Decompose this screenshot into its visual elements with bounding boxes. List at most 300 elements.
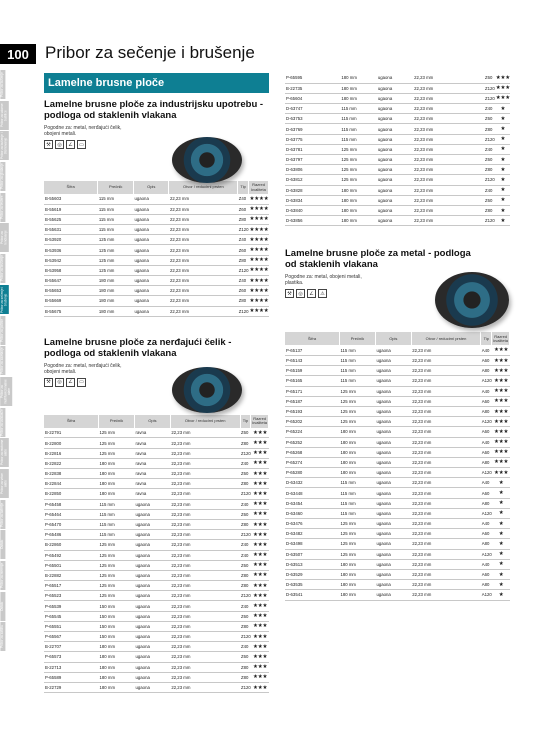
table-cell: Z40 xyxy=(240,642,251,652)
table-cell: 22,23 mm xyxy=(170,519,240,529)
table-row xyxy=(44,672,269,682)
table-cell: ugaona xyxy=(377,114,413,124)
quality-rating: ★★★★ xyxy=(249,265,269,275)
table-row xyxy=(44,632,269,642)
table-cell: ugaona xyxy=(375,580,411,590)
table-cell: B-53958 xyxy=(44,265,98,275)
table-cell: 22,23 mm xyxy=(170,438,240,448)
quality-rating: ★★★ xyxy=(251,509,269,519)
table-cell: 22,23 mm xyxy=(169,245,238,255)
table-cell: ugaona xyxy=(134,265,169,275)
table-cell: D-63812 xyxy=(285,175,340,185)
quality-rating: ★★★ xyxy=(251,682,269,692)
table-cell: 115 mm xyxy=(339,366,375,376)
sidebar-tab[interactable]: Pribor za usisivače xyxy=(0,408,4,436)
table-cell: 22,23 mm xyxy=(411,366,481,376)
quality-rating: ★★★ xyxy=(492,396,510,406)
table-row xyxy=(44,509,269,519)
table-cell: D-63448 xyxy=(285,488,339,498)
quality-rating: ★★★ xyxy=(492,366,510,376)
table-cell: D-63828 xyxy=(285,185,340,195)
table-cell: 125 mm xyxy=(98,255,134,265)
table-cell: 125 mm xyxy=(99,448,135,458)
table-cell: D-63529 xyxy=(285,569,339,579)
disc-icon: ◎ xyxy=(55,378,64,387)
table-cell: 22,23 mm xyxy=(170,611,240,621)
table-cell: ravna xyxy=(135,469,171,479)
column-header: Opis xyxy=(375,332,411,345)
table-cell: ugaona xyxy=(375,447,411,457)
table-cell: 22,23 mm xyxy=(169,265,238,275)
table-cell: 22,23 mm xyxy=(170,652,240,662)
table-cell: 22,23 mm xyxy=(169,276,238,286)
table-cell: 180 mm xyxy=(99,682,135,692)
table-cell: Z40 xyxy=(240,458,251,468)
table-cell: Z80 xyxy=(240,621,251,631)
table-cell: ugaona xyxy=(375,468,411,478)
table-row xyxy=(44,499,269,509)
table-cell: 22,23 mm xyxy=(411,569,481,579)
table-cell: ugaona xyxy=(135,519,171,529)
table-cell: Z80 xyxy=(238,214,249,224)
table-cell: A60 xyxy=(481,529,492,539)
table-row xyxy=(285,216,510,226)
table-row xyxy=(44,286,269,296)
sidebar-tab[interactable]: Pribor za zavrtanje xyxy=(0,347,4,374)
table-cell: ugaona xyxy=(134,214,169,224)
table-cell: Z120 xyxy=(484,216,495,226)
table-cell: 180 mm xyxy=(340,205,376,215)
table-cell: ugaona xyxy=(135,611,171,621)
table-cell: 22,23 mm xyxy=(413,124,484,134)
section1-subtext: Pogodne za: metal, nerđajući čelik, obojeni metali. xyxy=(44,125,122,137)
table-cell: ugaona xyxy=(375,559,411,569)
table-cell: B-22860 xyxy=(44,540,99,550)
table-cell: 180 mm xyxy=(98,296,134,306)
table-cell: A80 xyxy=(481,366,492,376)
table-cell: 125 mm xyxy=(99,570,135,580)
table-cell: P-65470 xyxy=(44,519,99,529)
table-cell: Z80 xyxy=(238,255,249,265)
quality-rating: ★★★ xyxy=(251,581,269,591)
table-cell: A120 xyxy=(481,508,492,518)
table-row xyxy=(285,569,510,579)
table-row xyxy=(285,155,510,165)
table-cell: D-63507 xyxy=(285,549,339,559)
quality-rating: ★ xyxy=(495,195,510,205)
table-cell: 180 mm xyxy=(98,306,134,316)
table-row xyxy=(285,468,510,478)
table-cell: P-65252 xyxy=(285,437,339,447)
table-row xyxy=(44,581,269,591)
table-cell: 125 mm xyxy=(99,438,135,448)
quality-rating: ★★★ xyxy=(492,437,510,447)
table-cell: 22,23 mm xyxy=(411,508,481,518)
table-cell: 115 mm xyxy=(99,530,135,540)
column-header: Razred kvaliteta xyxy=(249,181,269,194)
table-cell: P-65523 xyxy=(44,591,99,601)
table-cell: 125 mm xyxy=(340,155,376,165)
table-cell: 22,23 mm xyxy=(169,225,238,235)
table-cell: 22,23 mm xyxy=(413,144,484,154)
table-cell: B-53920 xyxy=(44,235,98,245)
sidebar-tab[interactable]: Ostalo xyxy=(0,592,5,621)
table-cell: Z120 xyxy=(238,265,249,275)
table-cell: D-63806 xyxy=(285,165,340,175)
table-row xyxy=(285,519,510,529)
table-row xyxy=(44,540,269,550)
table-cell: Z120 xyxy=(484,93,495,103)
table-cell: 115 mm xyxy=(339,376,375,386)
table-cell: 150 mm xyxy=(99,601,135,611)
table-cell: 125 mm xyxy=(339,396,375,406)
table-row xyxy=(285,134,510,144)
sidebar-tab[interactable]: Pribor za bušenje xyxy=(0,70,5,99)
table-cell: 125 mm xyxy=(99,550,135,560)
table-cell: 150 mm xyxy=(99,611,135,621)
table-cell: Z60 xyxy=(240,428,251,438)
table-cell: ugaona xyxy=(375,427,411,437)
table-row xyxy=(44,255,269,265)
table-cell: 22,23 mm xyxy=(411,406,481,416)
table-cell: P-65464 xyxy=(44,509,99,519)
table-cell: A120 xyxy=(481,417,492,427)
sidebar-tab[interactable]: Pribor za rendisanje xyxy=(0,223,9,252)
table-cell: P-65268 xyxy=(285,447,339,457)
table-cell: B-22800 xyxy=(44,438,99,448)
table-cell: 125 mm xyxy=(98,265,134,275)
table-cell: 115 mm xyxy=(339,498,375,508)
table-cell: B-22822 xyxy=(44,458,99,468)
table-row xyxy=(44,489,269,499)
table-cell: ugaona xyxy=(135,509,171,519)
table-cell: Z80 xyxy=(240,570,251,580)
table-cell: P-65517 xyxy=(44,581,99,591)
table-cell: 180 mm xyxy=(340,216,376,226)
table-cell: ugaona xyxy=(135,642,171,652)
table-cell: P-65595 xyxy=(285,73,340,83)
table-cell: 125 mm xyxy=(99,581,135,591)
table-cell: ugaona xyxy=(135,560,171,570)
table-cell: 22,23 mm xyxy=(411,549,481,559)
table-cell: D-63476 xyxy=(285,519,339,529)
table-cell: Z40 xyxy=(238,235,249,245)
column-header: Razred kvaliteta xyxy=(492,332,510,345)
table-cell: Z120 xyxy=(240,489,251,499)
table-cell: P-65187 xyxy=(285,396,339,406)
table-cell: Z40 xyxy=(240,499,251,509)
quality-rating: ★★★ xyxy=(251,428,269,438)
sidebar-tab[interactable]: Pribor za polirke xyxy=(0,316,5,345)
sidebar-tab[interactable]: Pribor za testere xyxy=(0,193,5,222)
quality-rating: ★★★ xyxy=(251,499,269,509)
table-cell: P-65143 xyxy=(285,356,339,366)
table-cell: Z80 xyxy=(240,581,251,591)
table-cell: ugaona xyxy=(375,406,411,416)
table-row xyxy=(44,611,269,621)
column-header: Prečnik xyxy=(99,415,135,428)
table-cell: Z40 xyxy=(240,601,251,611)
quality-rating: ★★★ xyxy=(492,345,510,355)
table-cell: P-65589 xyxy=(44,672,99,682)
table-cell: ugaona xyxy=(135,570,171,580)
table-cell: ugaona xyxy=(134,306,169,316)
quality-rating: ★★★ xyxy=(492,447,510,457)
table-cell: 180 mm xyxy=(98,286,134,296)
table-cell: 180 mm xyxy=(99,672,135,682)
table-cell: D-63454 xyxy=(285,498,339,508)
table-row xyxy=(285,529,510,539)
table-cell: ugaona xyxy=(377,93,413,103)
table-cell: ugaona xyxy=(375,488,411,498)
table-row xyxy=(285,590,510,600)
table-cell: B-55647 xyxy=(44,276,98,286)
table-row xyxy=(44,621,269,631)
table-cell: 125 mm xyxy=(98,235,134,245)
table-cell: B-55675 xyxy=(44,306,98,316)
table-cell: 115 mm xyxy=(99,499,135,509)
sidebar-tab[interactable]: Pribor za motorne alate xyxy=(0,440,8,466)
quality-rating: ★ xyxy=(492,580,510,590)
table-cell: P-65458 xyxy=(44,499,99,509)
flat-icon: ▭ xyxy=(77,140,86,149)
table-row xyxy=(44,469,269,479)
table-cell: Z120 xyxy=(240,632,251,642)
table-cell: 22,23 mm xyxy=(170,448,240,458)
quality-rating: ★★★ xyxy=(251,601,269,611)
sidebar-tab[interactable]: Pribor za vrtne alate xyxy=(0,469,9,498)
table-cell: B-53942 xyxy=(44,255,98,265)
column-header: Otvor / reducirni prsten xyxy=(169,181,238,194)
table-cell: P-65202 xyxy=(285,417,339,427)
table-cell: 180 mm xyxy=(340,93,376,103)
table-cell: 22,23 mm xyxy=(411,478,481,488)
quality-rating: ★★★ xyxy=(251,632,269,642)
sidebar-tab[interactable]: Pribor za merenje xyxy=(0,562,4,589)
table-cell: 22,23 mm xyxy=(170,469,240,479)
sidebar-tab[interactable]: Pribor za glodanje xyxy=(0,163,4,190)
table-cell: Z80 xyxy=(240,519,251,529)
angle-icon: ∠ xyxy=(66,140,75,149)
sidebar-tab[interactable]: Pribor za brušenje xyxy=(0,255,4,282)
table-cell: Z120 xyxy=(484,83,495,93)
table-cell: 150 mm xyxy=(99,621,135,631)
sidebar-tab[interactable]: Pribor za zaštitu xyxy=(0,622,5,651)
table-row xyxy=(44,560,269,570)
table-cell: ugaona xyxy=(375,590,411,600)
table-cell: ravna xyxy=(135,479,171,489)
right-column xyxy=(285,73,510,601)
quality-rating: ★★★ xyxy=(251,448,269,458)
table-row xyxy=(285,417,510,427)
table-cell: P-65573 xyxy=(44,652,99,662)
quality-rating: ★★★ xyxy=(492,386,510,396)
table-cell: 22,23 mm xyxy=(413,185,484,195)
table-cell: 115 mm xyxy=(339,345,375,355)
table-cell: B-22735 xyxy=(285,83,340,93)
table-cell: ugaona xyxy=(375,457,411,467)
table-cell: 180 mm xyxy=(339,590,375,600)
column-header: Prečnik xyxy=(339,332,375,345)
quality-rating: ★★★ xyxy=(251,662,269,672)
table-row xyxy=(44,642,269,652)
table-cell: 22,23 mm xyxy=(411,559,481,569)
table-row xyxy=(285,580,510,590)
tool-icon: ⚒ xyxy=(285,289,294,298)
table-cell: ravna xyxy=(135,489,171,499)
sidebar-tab[interactable]: Pribor za multifunkcionalne alate xyxy=(0,377,12,406)
table-cell: B-55653 xyxy=(44,286,98,296)
quality-rating: ★★★ xyxy=(251,550,269,560)
table-cell: 115 mm xyxy=(340,114,376,124)
table-cell: 22,23 mm xyxy=(411,498,481,508)
table-cell: P-65545 xyxy=(44,611,99,621)
table-cell: 22,23 mm xyxy=(170,662,240,672)
table-cell: A120 xyxy=(481,590,492,600)
table-cell: 22,23 mm xyxy=(411,488,481,498)
column-header: Šifra xyxy=(44,415,99,428)
table-row xyxy=(285,447,510,457)
tool-icon: ⚒ xyxy=(44,378,53,387)
sidebar-tab[interactable]: Pribor za baterije xyxy=(0,500,5,529)
table-cell: 22,23 mm xyxy=(169,286,238,296)
table-cell: A120 xyxy=(481,549,492,559)
table-cell: Z60 xyxy=(240,509,251,519)
table-cell: 22,23 mm xyxy=(170,560,240,570)
table-row xyxy=(285,114,510,124)
table-cell: ugaona xyxy=(134,225,169,235)
sidebar-tab[interactable]: Pribor za bušenje i štemovanje xyxy=(0,132,8,160)
table-cell: 22,23 mm xyxy=(411,580,481,590)
table-cell: D-63781 xyxy=(285,144,340,154)
table-cell: 22,23 mm xyxy=(411,427,481,437)
quality-rating: ★★★★ xyxy=(249,245,269,255)
table-cell: ugaona xyxy=(377,195,413,205)
quality-rating: ★ xyxy=(492,508,510,518)
table-cell: ugaona xyxy=(375,345,411,355)
table-cell: 22,23 mm xyxy=(170,672,240,682)
table-cell: 22,23 mm xyxy=(170,570,240,580)
quality-rating: ★★★ xyxy=(251,438,269,448)
table-cell: ugaona xyxy=(375,498,411,508)
table-cell: 22,23 mm xyxy=(170,550,240,560)
table-cell: D-63797 xyxy=(285,155,340,165)
table-cell: ugaona xyxy=(135,591,171,601)
column-header: Opis xyxy=(135,415,171,428)
section3-subtext: Pogodne za: metal, obojeni metali, plastika. xyxy=(285,274,362,287)
table-cell: P-65604 xyxy=(285,93,340,103)
table-cell: 115 mm xyxy=(98,204,134,214)
table-cell: P-65171 xyxy=(285,386,339,396)
table-cell: D-63834 xyxy=(285,195,340,205)
table-row xyxy=(285,205,510,215)
quality-rating: ★★★ xyxy=(492,406,510,416)
table-cell: 115 mm xyxy=(339,478,375,488)
table-cell: Z40 xyxy=(238,194,249,204)
table-cell: 22,23 mm xyxy=(411,519,481,529)
table-cell: 22,23 mm xyxy=(170,601,240,611)
table-row xyxy=(285,185,510,195)
table-cell: 125 mm xyxy=(340,144,376,154)
table-row xyxy=(285,165,510,175)
table-cell: Z60 xyxy=(238,204,249,214)
quality-rating: ★ xyxy=(495,165,510,175)
quality-rating: ★ xyxy=(492,478,510,488)
quality-rating: ★ xyxy=(495,144,510,154)
table-cell: ugaona xyxy=(375,508,411,518)
table-cell: ugaona xyxy=(375,519,411,529)
table-row xyxy=(285,366,510,376)
table-cell: D-63541 xyxy=(285,590,339,600)
table-cell: D-63753 xyxy=(285,114,340,124)
sidebar-tab[interactable]: Pribor za sečenje i brušenje xyxy=(0,286,8,313)
quality-rating: ★★★ xyxy=(492,376,510,386)
table-cell: ugaona xyxy=(134,245,169,255)
table-cell: ugaona xyxy=(134,194,169,204)
sidebar-tab[interactable]: Ostalo xyxy=(0,530,5,559)
table-cell: 125 mm xyxy=(339,519,375,529)
table-cell: D-63775 xyxy=(285,134,340,144)
table-cell: 115 mm xyxy=(340,124,376,134)
quality-rating: ★ xyxy=(492,519,510,529)
table-cell: ugaona xyxy=(134,296,169,306)
table-cell: ugaona xyxy=(135,499,171,509)
table-cell: ugaona xyxy=(377,144,413,154)
column-header: Otvor / reducirni prsten xyxy=(411,332,481,345)
quality-rating: ★★★ xyxy=(251,611,269,621)
table-cell: B-22882 xyxy=(44,570,99,580)
table-cell: 22,23 mm xyxy=(411,417,481,427)
table-row xyxy=(285,396,510,406)
table-cell: P-65501 xyxy=(44,560,99,570)
table-cell: P-65492 xyxy=(44,550,99,560)
section3-table xyxy=(285,332,510,600)
table-cell: 125 mm xyxy=(339,529,375,539)
table-cell: ugaona xyxy=(375,366,411,376)
table-cell: 115 mm xyxy=(98,194,134,204)
table-cell: P-65274 xyxy=(285,457,339,467)
quality-rating: ★★★ xyxy=(251,519,269,529)
table-cell: A40 xyxy=(481,478,492,488)
table-cell: B-22844 xyxy=(44,479,99,489)
table-cell: 180 mm xyxy=(339,468,375,478)
table-cell: D-63769 xyxy=(285,124,340,134)
table-cell: 22,23 mm xyxy=(170,530,240,540)
table-row xyxy=(285,345,510,355)
sidebar-tab[interactable]: Pribor za udarne bušilice xyxy=(0,101,9,130)
table-row xyxy=(285,427,510,437)
table-row xyxy=(44,296,269,306)
table-cell: ugaona xyxy=(135,632,171,642)
table-row xyxy=(285,488,510,498)
table-cell: 115 mm xyxy=(98,225,134,235)
table-cell: 22,23 mm xyxy=(170,489,240,499)
table-row xyxy=(44,245,269,255)
table-row xyxy=(285,498,510,508)
table-cell: B-55625 xyxy=(44,214,98,224)
page-title: Pribor za sečenje i brušenje xyxy=(45,43,255,62)
table-cell: Z80 xyxy=(238,296,249,306)
table-cell: B-22816 xyxy=(44,448,99,458)
quality-rating: ★★★ xyxy=(251,621,269,631)
table-cell: 125 mm xyxy=(339,386,375,396)
table-cell: ugaona xyxy=(375,539,411,549)
quality-rating: ★★★★ xyxy=(249,204,269,214)
column-header: Šifra xyxy=(285,332,339,345)
quality-rating: ★★★ xyxy=(251,479,269,489)
quality-rating: ★★★★ xyxy=(249,214,269,224)
table-cell: 180 mm xyxy=(339,457,375,467)
